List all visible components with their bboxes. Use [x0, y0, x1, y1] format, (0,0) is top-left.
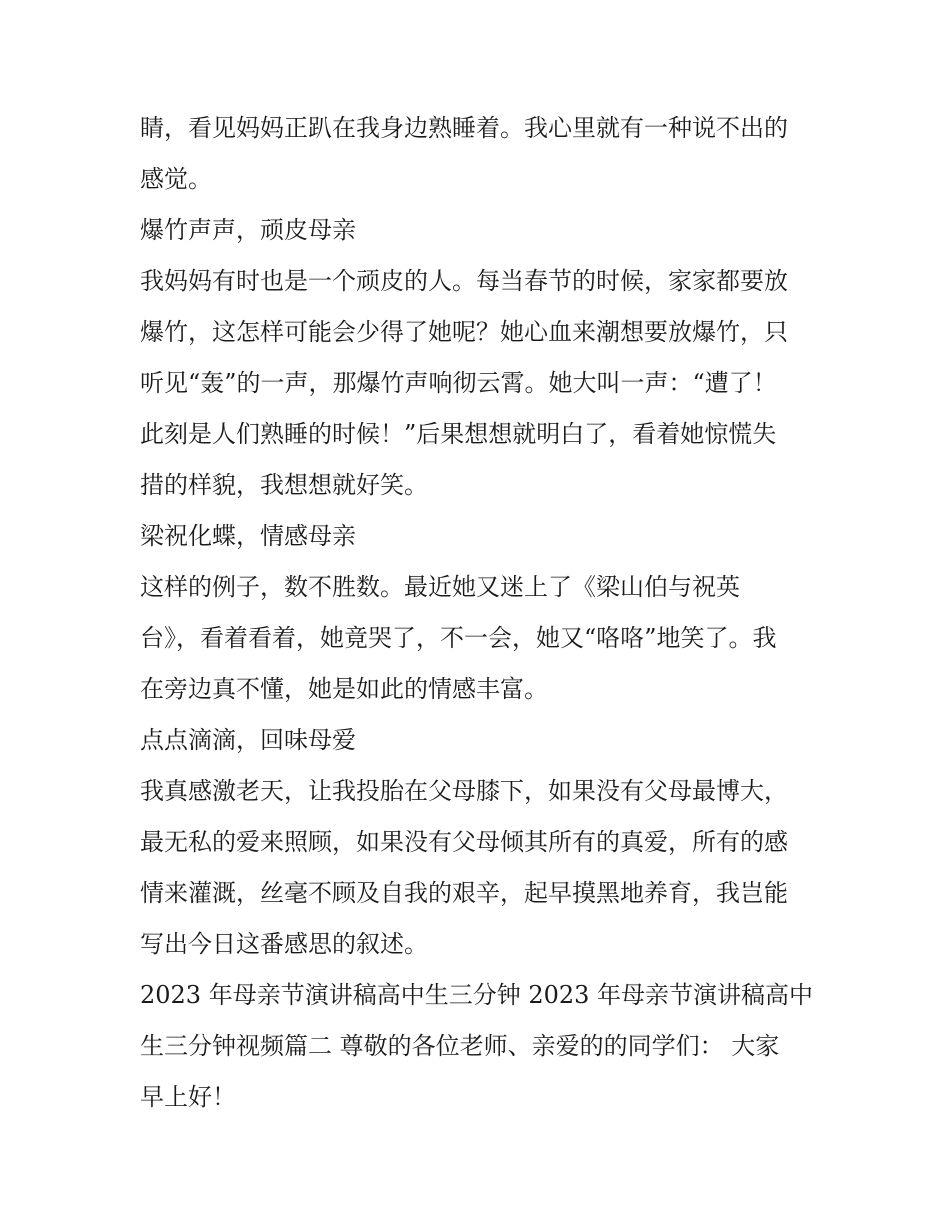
text-line: 情来灌溉，丝毫不顾及自我的艰辛，起早摸黑地养育，我岂能 — [140, 879, 788, 907]
text-line: 这样的例子，数不胜数。最近她又迷上了《梁山伯与祝英 — [140, 573, 740, 601]
text-line: 我真感激老天，让我投胎在父母膝下，如果没有父母最博大， — [140, 777, 788, 805]
section-heading: 爆竹声声，顽皮母亲 — [140, 216, 356, 244]
text-line: 我妈妈有时也是一个顽皮的人。每当春节的时候，家家都要放 — [140, 267, 788, 295]
section-heading: 梁祝化蝶，情感母亲 — [140, 522, 356, 550]
text-line: 听见“轰”的一声，那爆竹声响彻云霄。她大叫一声：“遭了！ — [140, 369, 777, 397]
document-body — [140, 103, 820, 1123]
text-line: 感觉。 — [140, 165, 212, 193]
text-line: 写出今日这番感思的叙述。 — [140, 930, 428, 958]
text-line: 早上好！ — [140, 1083, 236, 1111]
text-line: 生三分钟视频篇二 尊敬的各位老师、亲爱的的同学们： 大家 — [140, 1032, 780, 1060]
text-line: 台》，看着看着，她竟哭了，不一会，她又“咯咯”地笑了。我 — [140, 624, 777, 652]
text-line: 措的样貌，我想想就好笑。 — [140, 471, 428, 499]
text-line: 爆竹，这怎样可能会少得了她呢？她心血来潮想要放爆竹，只 — [140, 318, 788, 346]
text-line: 在旁边真不懂，她是如此的情感丰富。 — [140, 675, 548, 703]
text-line: 睛，看见妈妈正趴在我身边熟睡着。我心里就有一种说不出的 — [140, 114, 788, 142]
section-heading: 点点滴滴，回味母爱 — [140, 726, 356, 754]
text-line: 最无私的爱来照顾，如果没有父母倾其所有的真爱，所有的感 — [140, 828, 788, 856]
text-line: 2023 年母亲节演讲稿高中生三分钟 2023 年母亲节演讲稿高中 — [140, 981, 814, 1009]
text-line: 此刻是人们熟睡的时候！”后果想想就明白了，看着她惊慌失 — [140, 420, 777, 448]
